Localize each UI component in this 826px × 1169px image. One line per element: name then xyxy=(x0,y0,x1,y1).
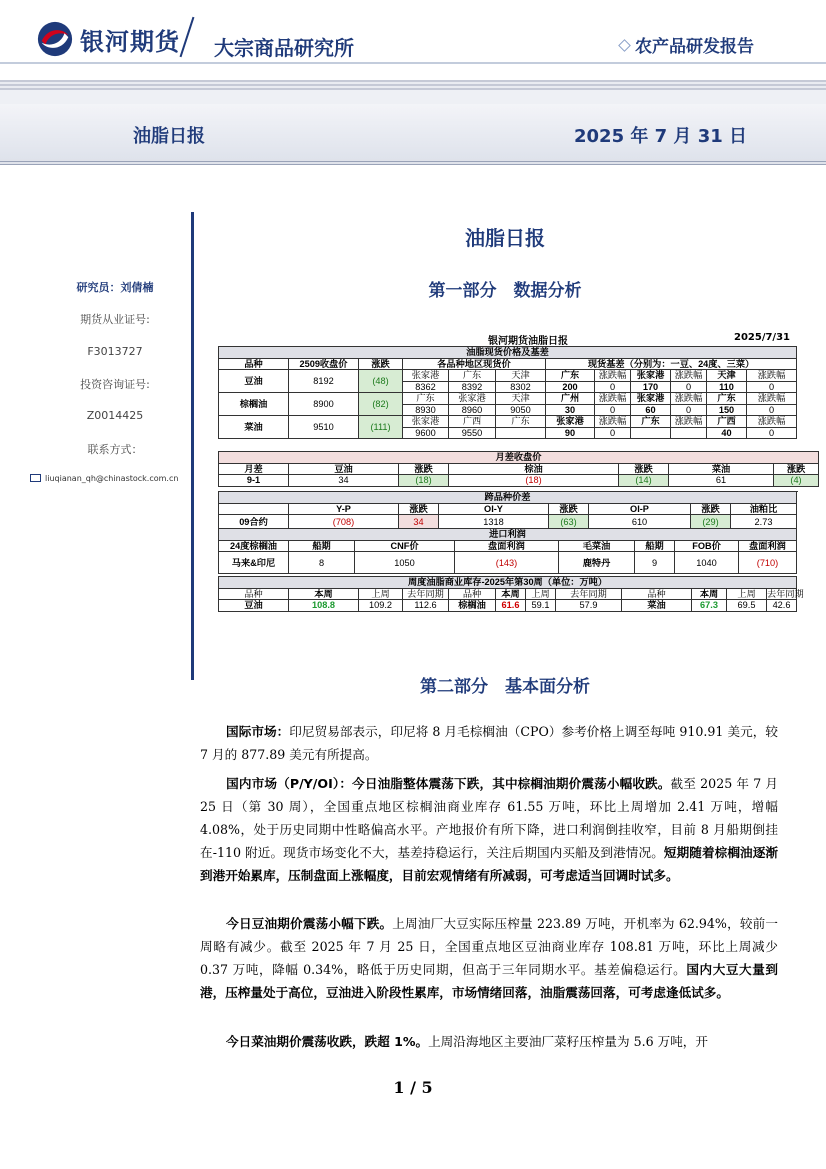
table-cell: 8930 xyxy=(403,404,449,416)
col-header: 去年同期 xyxy=(556,588,622,600)
col-header: 涨跌 xyxy=(691,503,731,515)
table-cell: 9600 xyxy=(403,427,449,439)
col-header: OI-P xyxy=(589,503,691,515)
table-cell: 9510 xyxy=(289,416,359,439)
table-cell: 0 xyxy=(595,381,631,393)
col-header: 本周 xyxy=(692,588,727,600)
table-cell: 涨跌幅 xyxy=(671,416,707,428)
page-title: 油脂日报 xyxy=(465,226,545,250)
table-cell: 57.9 xyxy=(556,600,622,612)
table-cell xyxy=(631,427,671,439)
spread-table xyxy=(218,451,819,487)
header-band-stripes xyxy=(0,80,826,90)
page-header xyxy=(0,0,826,80)
mail-icon xyxy=(30,474,41,482)
table-cell: 张家港 xyxy=(546,416,595,428)
cross-spread-table xyxy=(218,491,797,529)
table-cell: 109.2 xyxy=(359,600,403,612)
cert-label: 期货从业证号: xyxy=(80,313,150,326)
table-cell: 200 xyxy=(546,381,595,393)
col-header: 本周 xyxy=(289,588,359,600)
table-cell: 60 xyxy=(631,404,671,416)
col-header: 盘面利润 xyxy=(739,540,797,552)
paragraph-soyoil: 今日豆油期价震荡小幅下跌。上周油厂大豆实际压榨量 223.89 万吨，开机率为 62.94%，较前一周略有减少。截至 2025 年 7 月 25 日，全国重点地区豆油商业库存 108.81 万吨，环比上周减少 0.37 万吨，降幅 0.34%，略低于历史同期，但高于三年同期水平。基差偏稳运行。国内大豆大量到港，压榨量处于高位，豆油进入阶段性累库，市场情绪回落，油脂震荡回落，可考虑逢低试多。 xyxy=(200,916,779,1000)
table-cell: 马来&印尼 xyxy=(219,552,289,574)
table-cell: 涨跌幅 xyxy=(595,416,631,428)
table-cell: 0 xyxy=(595,404,631,416)
col-header: 豆油 xyxy=(289,463,399,475)
table-cell: 9-1 xyxy=(219,475,289,487)
table-cell: (143) xyxy=(455,552,559,574)
col-header: 涨跌 xyxy=(399,463,449,475)
table-cell: (18) xyxy=(399,475,449,487)
table-cell: 0 xyxy=(747,381,797,393)
table-cell: 67.3 xyxy=(692,600,727,612)
table-cell: 110 xyxy=(707,381,747,393)
table-cell: 1050 xyxy=(355,552,455,574)
header-divider xyxy=(180,17,195,58)
table-cell: 张家港 xyxy=(631,370,671,382)
table-cell: (111) xyxy=(359,416,403,439)
table-cell: 涨跌幅 xyxy=(747,370,797,382)
paragraph-intl: 国际市场：印尼贸易部表示，印尼将 8 月毛棕榈油（CPO）参考价格上调至每吨 910.91 美元，较 7 月的 877.89 美元有所提高。 xyxy=(200,724,779,762)
section-header: 进口利润 xyxy=(219,529,797,541)
col-header: 菜油 xyxy=(669,463,774,475)
table-cell: 鹿特丹 xyxy=(559,552,635,574)
table-cell: (48) xyxy=(359,370,403,393)
col-header: 品种 xyxy=(449,588,496,600)
table-cell: 0 xyxy=(747,404,797,416)
table-cell: 34 xyxy=(289,475,399,487)
section-header: 周度油脂商业库存-2025年第30周（单位：万吨） xyxy=(219,577,797,589)
table-cell: 张家港 xyxy=(449,393,496,405)
table-cell: 9550 xyxy=(449,427,496,439)
col-header: FOB价 xyxy=(675,540,739,552)
table-cell: 1040 xyxy=(675,552,739,574)
col-header: CNF价 xyxy=(355,540,455,552)
col-header: 涨跌 xyxy=(359,358,403,370)
paragraph-domestic: 国内市场（P/Y/OI）：今日油脂整体震荡下跌，其中棕榈油期价震荡小幅收跌。截至 2025 年 7 月 25 日（第 30 周），全国重点地区棕榈油商业库存 61.55 万吨，环比上周增加 2.41 万吨，增幅 4.08%，处于历史同期中性略偏高水平。产地报价有所下降，进口利润倒挂收窄，目前 8 月船期倒挂在-110 附近。现货市场变化不大，基差持稳运行，关注后期国内买船及到港情况。短期随着棕榈油逐渐到港开始累库，压制盘面上涨幅度，目前宏观情绪有所减弱，可考虑适当回调时试多。 xyxy=(200,776,779,883)
col-header: 去年同期 xyxy=(403,588,449,600)
table-cell: 170 xyxy=(631,381,671,393)
table-cell: 广东 xyxy=(631,416,671,428)
table-cell: 69.5 xyxy=(727,600,767,612)
section-header: 跨品种价差 xyxy=(219,492,797,504)
col-header: 本周 xyxy=(496,588,526,600)
table-cell: (29) xyxy=(691,515,731,529)
col-header: 2509收盘价 xyxy=(289,358,359,370)
table-cell: 涨跌幅 xyxy=(671,393,707,405)
table-cell: 张家港 xyxy=(631,393,671,405)
col-header: 月差 xyxy=(219,463,289,475)
col-header: 品种 xyxy=(622,588,692,600)
table-cell: 广西 xyxy=(449,416,496,428)
table-cell: 112.6 xyxy=(403,600,449,612)
table-cell: 90 xyxy=(546,427,595,439)
table-cell: 涨跌幅 xyxy=(747,393,797,405)
table-cell: 广西 xyxy=(707,416,747,428)
table-cell: 8302 xyxy=(496,381,546,393)
table-cell: 天津 xyxy=(496,370,546,382)
table-cell: 涨跌幅 xyxy=(595,370,631,382)
col-header: 品种 xyxy=(219,358,289,370)
col-header: 船期 xyxy=(289,540,355,552)
table-cell: 涨跌幅 xyxy=(595,393,631,405)
import-profit-table xyxy=(218,528,797,574)
col-header xyxy=(219,503,289,515)
contact-label: 联系方式： xyxy=(87,443,143,456)
col-header: 上周 xyxy=(526,588,556,600)
table-cell: (63) xyxy=(549,515,589,529)
table-cell: 2.73 xyxy=(731,515,797,529)
col-header: 上周 xyxy=(727,588,767,600)
header-band xyxy=(0,90,826,104)
report-type: 农产品研发报告 xyxy=(620,32,754,57)
table-cell: 30 xyxy=(546,404,595,416)
table-cell: (708) xyxy=(289,515,399,529)
analyst-name: 研究员：刘倩楠 xyxy=(76,281,154,294)
bar-title: 油脂日报 xyxy=(133,126,205,147)
table-cell: 广东 xyxy=(403,393,449,405)
table-cell: 豆油 xyxy=(219,370,289,393)
table-cell: 广东 xyxy=(546,370,595,382)
table-cell: 59.1 xyxy=(526,600,556,612)
table-cell: 张家港 xyxy=(403,370,449,382)
col-header: 棕油 xyxy=(449,463,619,475)
col-header: 去年同期 xyxy=(767,588,804,599)
table-cell xyxy=(496,427,546,439)
inventory-table xyxy=(218,576,804,612)
table-cell: 09合约 xyxy=(219,515,289,529)
table-cell: (710) xyxy=(739,552,797,574)
cert-value: F3013727 xyxy=(87,345,143,358)
table-cell: 9 xyxy=(635,552,675,574)
col-header: 各品种地区现货价 xyxy=(403,358,546,370)
col-header: 品种 xyxy=(219,588,289,600)
col-header: OI-Y xyxy=(439,503,549,515)
table-cell: 34 xyxy=(399,515,439,529)
table-cell: 108.8 xyxy=(289,600,359,612)
table-cell: 8960 xyxy=(449,404,496,416)
table-cell: 42.6 xyxy=(767,600,797,612)
table-cell: (18) xyxy=(449,475,619,487)
header-line xyxy=(0,62,826,64)
galaxy-logo-icon xyxy=(36,20,74,58)
table-cell: 0 xyxy=(671,404,707,416)
table-cell: 610 xyxy=(589,515,691,529)
table-cell: 8192 xyxy=(289,370,359,393)
table-date: 2025/7/31 xyxy=(733,332,790,343)
advisor-label: 投资咨询证号: xyxy=(80,378,150,391)
table-cell: 菜油 xyxy=(622,600,692,612)
title-bar-stripes xyxy=(0,159,826,165)
table-cell xyxy=(671,427,707,439)
section-header: 油脂现货价格及基差 xyxy=(219,347,797,359)
table-cell: 天津 xyxy=(496,393,546,405)
paragraph-rapeseed: 今日菜油期价震荡收跌，跌超 1%。上周沿海地区主要油厂菜籽压榨量为 5.6 万吨，开 xyxy=(226,1034,708,1049)
col-header: 涨跌 xyxy=(774,463,819,475)
sidebar-divider xyxy=(191,212,194,680)
table-cell: 广东 xyxy=(449,370,496,382)
email-link[interactable]: liuqianan_qh@chinastock.com.cn xyxy=(30,474,178,483)
table-cell: 豆油 xyxy=(219,600,289,612)
table-cell: 40 xyxy=(707,427,747,439)
table-cell: 天津 xyxy=(707,370,747,382)
brand-name: 银河期货 xyxy=(80,28,180,56)
col-header: 油粕比 xyxy=(731,503,797,515)
table-cell: 8392 xyxy=(449,381,496,393)
table-cell: 菜油 xyxy=(219,416,289,439)
col-header: Y-P xyxy=(289,503,399,515)
col-header: 涨跌 xyxy=(619,463,669,475)
col-header: 涨跌 xyxy=(549,503,589,515)
table-cell: 0 xyxy=(595,427,631,439)
table-cell: 张家港 xyxy=(403,416,449,428)
table-cell: 61 xyxy=(669,475,774,487)
spot-price-table xyxy=(218,346,797,439)
table-cell: 棕榈油 xyxy=(449,600,496,612)
table-cell: 广东 xyxy=(496,416,546,428)
col-header: 涨跌 xyxy=(399,503,439,515)
col-header: 毛菜油 xyxy=(559,540,635,552)
part1-heading: 第一部分 数据分析 xyxy=(428,281,582,301)
col-header: 船期 xyxy=(635,540,675,552)
col-header: 上周 xyxy=(359,588,403,600)
table-cell: 涨跌幅 xyxy=(671,370,707,382)
table-cell: (14) xyxy=(619,475,669,487)
table-cell: 0 xyxy=(671,381,707,393)
table-cell: (82) xyxy=(359,393,403,416)
table-cell: 涨跌幅 xyxy=(747,416,797,428)
table-title: 银河期货油脂日报 xyxy=(488,336,568,347)
table-cell: 8362 xyxy=(403,381,449,393)
table-cell: 0 xyxy=(747,427,797,439)
table-cell: 150 xyxy=(707,404,747,416)
page-number: 1 / 5 xyxy=(393,1078,433,1097)
table-cell: (4) xyxy=(774,475,819,487)
table-cell: 8900 xyxy=(289,393,359,416)
institute-name: 大宗商品研究所 xyxy=(214,36,354,60)
table-cell: 9050 xyxy=(496,404,546,416)
table-cell: 广州 xyxy=(546,393,595,405)
table-cell: 8 xyxy=(289,552,355,574)
bar-date: 2025 年 7 月 31 日 xyxy=(574,126,748,147)
diamond-icon xyxy=(618,39,631,52)
section-header: 月差收盘价 xyxy=(219,452,819,464)
advisor-value: Z0014425 xyxy=(86,409,144,422)
col-header: 24度棕榈油 xyxy=(219,540,289,552)
table-cell: 61.6 xyxy=(496,600,526,612)
table-cell: 棕榈油 xyxy=(219,393,289,416)
col-header: 现货基差（分别为：一豆、24度、三菜） xyxy=(546,358,797,370)
col-header: 盘面利润 xyxy=(455,540,559,552)
table-cell: 广东 xyxy=(707,393,747,405)
table-cell: 1318 xyxy=(439,515,549,529)
part2-heading: 第二部分 基本面分析 xyxy=(420,677,590,697)
